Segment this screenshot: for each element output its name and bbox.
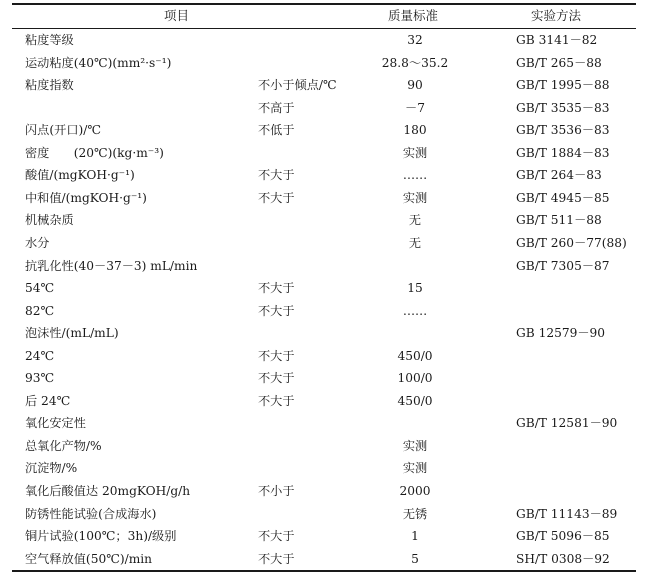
row-item: 24℃ <box>25 348 55 363</box>
row-item: 防锈性能试验(合成海水) <box>25 506 157 521</box>
row-standard: 无 <box>408 213 422 228</box>
table-row <box>0 322 646 345</box>
row-condition: 不大于 <box>258 529 295 544</box>
table-row <box>0 52 646 75</box>
row-standard: 1 <box>411 529 419 544</box>
row-item: 氧化后酸值达 20mgKOH/g/h <box>25 484 191 498</box>
table-row <box>0 232 646 255</box>
table-row <box>0 503 646 526</box>
row-item: 总氧化产物/% <box>25 438 102 453</box>
table-row <box>0 525 646 548</box>
row-standard: 实测 <box>402 190 428 205</box>
row-standard: 450/0 <box>397 348 433 363</box>
row-method: GB 3141－82 <box>516 33 598 47</box>
row-item: 机械杂质 <box>25 213 74 228</box>
row-item: 后 24℃ <box>25 393 71 408</box>
table-row <box>0 367 646 390</box>
row-condition: 不大于 <box>258 281 295 296</box>
table-row <box>0 435 646 458</box>
table-row <box>0 164 646 187</box>
row-standard: 实测 <box>402 145 428 160</box>
row-standard: 450/0 <box>397 393 433 408</box>
table-row <box>0 142 646 165</box>
table-row <box>0 390 646 413</box>
row-standard: 15 <box>407 281 423 296</box>
table-row <box>0 97 646 120</box>
row-method: GB/T 7305－87 <box>516 258 610 273</box>
row-method: GB/T 260－77(88) <box>516 236 627 250</box>
row-method: GB/T 511－88 <box>516 213 602 228</box>
row-item: 54℃ <box>25 281 55 296</box>
table-row <box>0 277 646 300</box>
row-condition: 不大于 <box>258 371 295 386</box>
row-condition: 不大于 <box>258 551 295 566</box>
row-item: 93℃ <box>25 371 55 386</box>
row-condition: 不大于 <box>258 393 295 408</box>
row-method: GB/T 1995－88 <box>516 78 610 93</box>
row-item: 泡沫性/(mL/mL) <box>25 326 119 341</box>
row-method: SH/T 0308－92 <box>516 551 610 566</box>
row-item: 闪点(开口)/℃ <box>25 123 101 138</box>
row-standard: 2000 <box>399 484 431 498</box>
table-bottom-rule <box>12 570 636 572</box>
row-standard: －7 <box>405 100 425 115</box>
row-condition: 不大于 <box>258 168 295 183</box>
header-standard: 质量标准 <box>388 8 439 23</box>
row-standard: 100/0 <box>397 371 433 386</box>
row-method: GB/T 5096－85 <box>516 529 610 544</box>
header-method: 实验方法 <box>531 8 582 23</box>
row-item: 中和值/(mgKOH·g⁻¹) <box>25 190 147 205</box>
table-row <box>0 74 646 97</box>
row-condition: 不低于 <box>258 123 295 138</box>
row-standard: 无 <box>408 236 422 250</box>
table-top-rule <box>12 3 636 5</box>
row-method: GB/T 264－83 <box>516 168 602 183</box>
table-row <box>0 119 646 142</box>
table-row <box>0 412 646 435</box>
row-method: GB/T 265－88 <box>516 55 602 70</box>
row-method: GB/T 4945－85 <box>516 190 610 205</box>
row-item: 铜片试验(100℃；3h)/级别 <box>25 529 177 544</box>
table-row <box>0 255 646 278</box>
row-standard: 实测 <box>402 461 428 476</box>
row-method: GB/T 11143－89 <box>516 506 618 521</box>
row-condition: 不大于 <box>258 303 295 318</box>
row-standard: 180 <box>403 123 427 138</box>
row-standard: 无锈 <box>402 506 428 521</box>
row-standard: 实测 <box>402 438 428 453</box>
row-condition: 不大于 <box>258 348 295 363</box>
table-row <box>0 457 646 480</box>
table-row <box>0 480 646 503</box>
row-method: GB/T 3535－83 <box>516 100 610 115</box>
row-standard: 28.8～35.2 <box>381 55 449 70</box>
row-standard: 32 <box>407 33 423 47</box>
row-item: 沉淀物/% <box>25 461 78 476</box>
row-standard: 5 <box>411 551 419 566</box>
table-row <box>0 345 646 368</box>
row-item: 氧化安定性 <box>25 416 86 431</box>
row-item: 运动粘度(40℃)(mm²·s⁻¹) <box>25 55 172 70</box>
row-item: 空气释放值(50℃)/min <box>25 551 152 566</box>
table-row <box>0 300 646 323</box>
row-condition: 不高于 <box>258 100 295 115</box>
row-method: GB 12579－90 <box>516 326 606 341</box>
table-row <box>0 29 646 52</box>
row-condition: 不小于 <box>258 484 295 498</box>
table-row <box>0 209 646 232</box>
row-item: 粘度等级 <box>25 33 74 47</box>
row-method: GB/T 12581－90 <box>516 416 618 431</box>
row-item: 抗乳化性(40－37－3) mL/min <box>25 258 198 273</box>
row-method: GB/T 1884－83 <box>516 145 610 160</box>
row-condition: 不小于倾点/℃ <box>258 78 337 93</box>
row-standard: 90 <box>407 78 423 93</box>
header-item: 项目 <box>164 8 190 23</box>
row-item: 82℃ <box>25 303 55 318</box>
table-row <box>0 187 646 210</box>
table-row <box>0 548 646 571</box>
row-item: 粘度指数 <box>25 78 74 93</box>
row-method: GB/T 3536－83 <box>516 123 610 138</box>
row-condition: 不大于 <box>258 190 295 205</box>
row-item: 水分 <box>25 236 50 250</box>
row-standard: …… <box>402 303 428 318</box>
row-standard: …… <box>402 168 428 183</box>
row-item: 密度 (20℃)(kg·m⁻³) <box>25 145 164 160</box>
row-item: 酸值/(mgKOH·g⁻¹) <box>25 168 135 183</box>
